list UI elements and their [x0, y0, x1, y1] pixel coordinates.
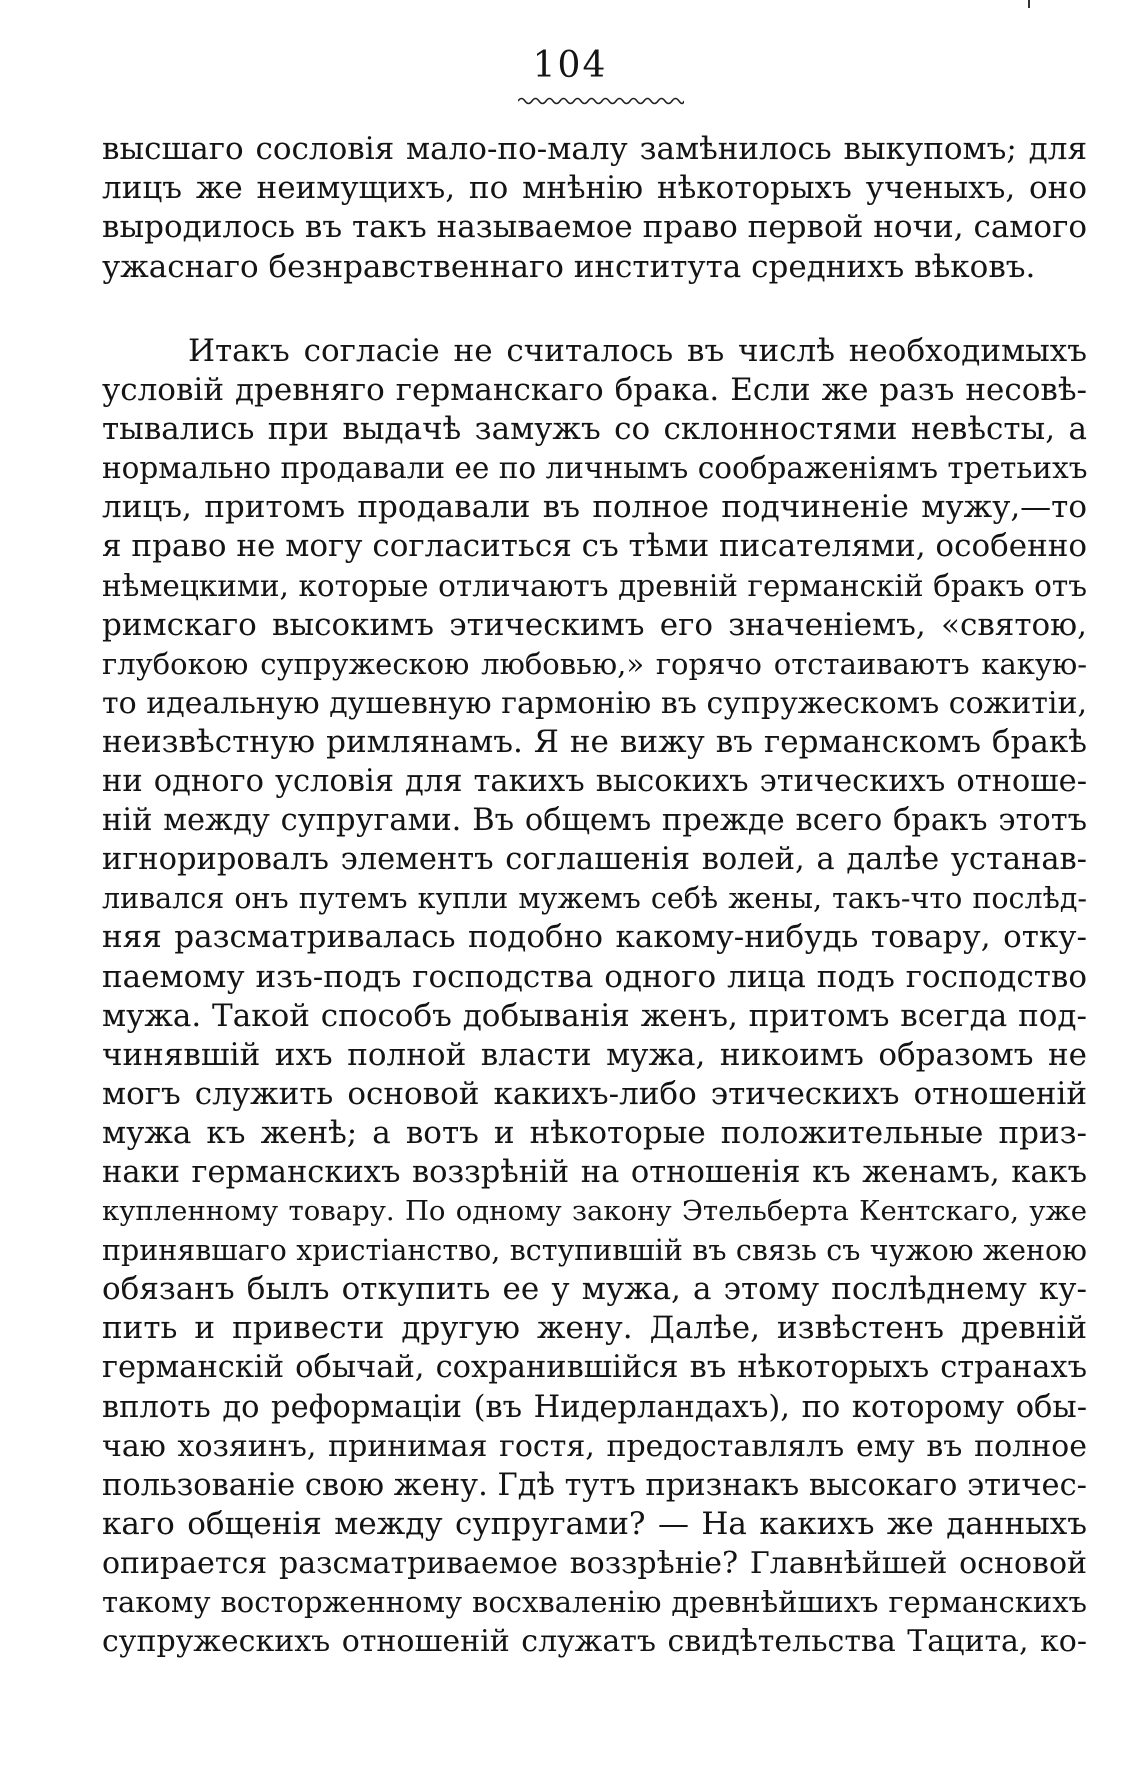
text-line: пользованіе свою жену. Гдѣ тутъ признакъ высокаго этичес- — [102, 1467, 1087, 1503]
text-line: ни одного условія для такихъ высокихъ этическихъ отноше- — [102, 764, 1087, 800]
text-line: ужаснаго безнравственнаго института среднихъ вѣковъ. — [102, 248, 1036, 285]
text-line: высшаго сословія мало-по-малу замѣнилось выкупомъ; для — [102, 131, 1087, 167]
text-line: опирается разсматриваемое воззрѣніе? Главнѣйшей основой — [102, 1545, 1087, 1581]
text-line: нѣмецкими, которые отличаютъ древній германскій бракъ отъ — [102, 568, 1087, 603]
text-line: выродилось въ такъ называемое право первой ночи, самого — [102, 209, 1087, 246]
text-line: обязанъ былъ откупить ее у мужа, а этому послѣднему ку- — [102, 1271, 1087, 1308]
text-line: тывались при выдачѣ замужъ со склонностями невѣсты, а — [102, 411, 1087, 448]
text-line: купленному товару. По одному закону Этельберта Кентскаго, уже — [102, 1195, 1087, 1228]
text-line: лицъ же неимущихъ, по мнѣнію нѣкоторыхъ ученыхъ, оно — [102, 170, 1087, 207]
text-line: чаю хозяинъ, принимая гостя, предоставлялъ ему въ полное — [102, 1428, 1087, 1464]
text-line: я право не могу согласиться съ тѣми писателями, особенно — [102, 528, 1088, 565]
text-line: ливался онъ путемъ купли мужемъ себѣ жены, такъ-что послѣд- — [102, 882, 1087, 916]
text-line: ній между супругами. Въ общемъ прежде всего бракъ этотъ — [102, 803, 1087, 839]
text-line: принявшаго христіанство, вступившій въ связь съ чужою женою — [102, 1234, 1087, 1268]
text-line: германскій обычай, сохранившійся въ нѣкоторыхъ странахъ — [102, 1350, 1087, 1386]
text-line: паемому изъ-подъ господства одного лица подъ господство — [102, 958, 1087, 995]
text-line: могъ служить основой какихъ-либо этическихъ отношеній — [102, 1075, 1087, 1112]
text-line: супружескихъ отношеній служатъ свидѣтельства Тацита, ко- — [102, 1624, 1087, 1660]
text-line: чинявшій ихъ полной власти мужа, никоимъ образомъ не — [102, 1036, 1087, 1073]
text-line: такому восторженному восхваленію древнѣйшихъ германскихъ — [102, 1585, 1087, 1619]
text-line: неизвѣстную римлянамъ. Я не вижу въ германскомъ бракѣ — [102, 723, 1087, 760]
text-line: мужа къ женѣ; а вотъ и нѣкоторые положительные приз- — [102, 1114, 1087, 1151]
scan-mark — [1028, 0, 1030, 8]
text-line: то идеальную душевную гармонію въ супружескомъ сожитіи, — [102, 685, 1087, 721]
wavy-rule-ornament — [518, 96, 684, 106]
text-line: лицъ, притомъ продавали въ полное подчиненіе мужу,—то — [102, 489, 1087, 526]
text-line: нормально продавали ее по личнымъ соображеніямъ третьихъ — [102, 451, 1088, 486]
paragraph-continued — [102, 130, 1087, 287]
text-line: каго общенія между супругами? — На какихъ же данныхъ — [102, 1505, 1087, 1542]
page-number: 104 — [532, 45, 608, 86]
text-line: условій древняго германскаго брака. Если же разъ несовѣ- — [102, 372, 1087, 409]
text-line: Итакъ согласіе не считалось въ числѣ необходимыхъ — [188, 333, 1087, 369]
text-line: наки германскихъ воззрѣній на отношенія къ женамъ, какъ — [102, 1154, 1087, 1190]
text-line: пить и привести другую жену. Далѣе, извѣстенъ древній — [102, 1310, 1087, 1347]
paragraph-main — [102, 332, 1087, 1661]
text-line: римскаго высокимъ этическимъ его значеніемъ, «святою, — [102, 606, 1087, 643]
text-line: глубокою супружескою любовью,» горячо отстаиваютъ какую- — [102, 646, 1087, 681]
text-line: няя разсматривалась подобно какому-нибудь товару, отку- — [102, 919, 1087, 956]
text-line: вплоть до реформаціи (въ Нидерландахъ), по которому обы- — [102, 1389, 1087, 1425]
text-line: мужа. Такой способъ добыванія женъ, притомъ всегда под- — [102, 997, 1087, 1034]
text-line: игнорировалъ элементъ соглашенія волей, а далѣе устанав- — [102, 842, 1087, 878]
